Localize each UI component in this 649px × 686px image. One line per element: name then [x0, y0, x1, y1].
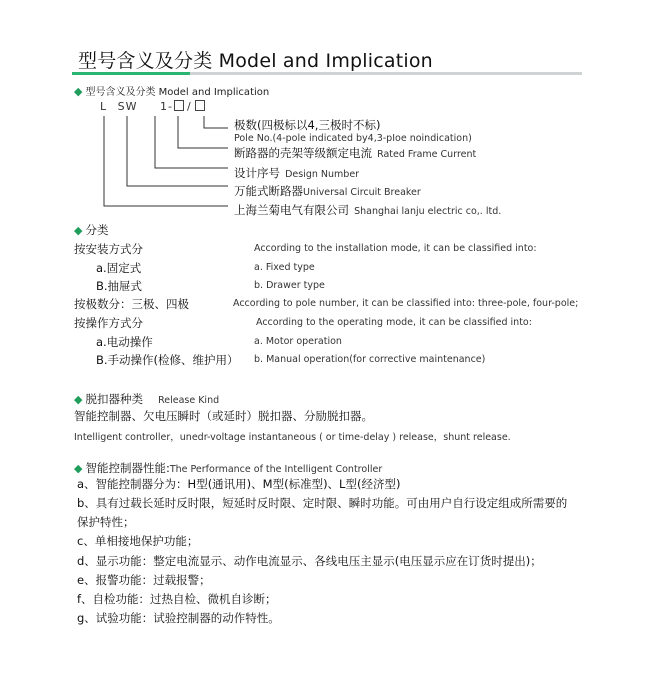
controller-item-a: a、智能控制器分为：H型(通讯用)、M型(标准型)、L型(经济型) — [77, 477, 401, 491]
class-install-cn: 按安装方式分 — [74, 242, 143, 256]
release-line-en: Intelligent controller，unedr-voltage instantaneous ( or time-delay ) release，shunt release. — [74, 432, 511, 443]
controller-item-b: b、具有过载长延时反时限，短延时反时限、定时限、瞬时功能。可由用户自行设定组成所需要的 — [77, 496, 568, 510]
code-design: 1 — [160, 100, 168, 113]
class-fixed-cn: a.固定式 — [96, 261, 142, 275]
legend-frame-current: 断路器的壳架等级额定电流 Rated Frame Current — [234, 146, 477, 160]
controller-item-e: e、报警功能：过载报警； — [77, 573, 211, 587]
controller-item-b-cont: 保护特性； — [77, 515, 135, 529]
legend-design-number: 设计序号 Design Number — [234, 166, 360, 180]
classification-heading: ◆ 分类 — [74, 223, 109, 237]
class-fixed-en: a. Fixed type — [254, 262, 315, 273]
code-slash: / — [186, 100, 192, 113]
code-sw: SW — [117, 100, 138, 113]
class-drawer-cn: B.抽屉式 — [96, 279, 143, 293]
class-operate-cn: 按操作方式分 — [74, 316, 143, 330]
controller-item-g: g、试验功能：试验控制器的动作特性。 — [77, 611, 280, 625]
controller-item-f: f、自检功能：过热自检、微机自诊断； — [77, 592, 277, 606]
model-heading: ◆ 型号含义及分类 Model and Implication — [74, 85, 270, 98]
diamond-icon: ◆ — [74, 393, 83, 406]
diamond-icon: ◆ — [74, 224, 83, 237]
code-dash: - — [168, 100, 173, 113]
legend-company: 上海兰菊电气有限公司 Shanghai lanju electric co,. ltd. — [234, 203, 502, 217]
legend-universal: 万能式断路器Universal Circuit Breaker — [234, 184, 421, 198]
controller-heading: ◆ 智能控制器性能:The Performance of the Intelligent Controller — [74, 461, 383, 475]
class-drawer-en: b. Drawer type — [254, 280, 325, 291]
controller-item-d: d、显示功能：整定电流显示、动作电流显示、各线电压主显示(电压显示应在订货时提出)； — [77, 554, 542, 568]
release-line-cn: 智能控制器、欠电压瞬时（或延时）脱扣器、分励脱扣器。 — [74, 409, 373, 423]
class-manual-en: b. Manual operation(for corrective maintenance) — [254, 354, 486, 365]
controller-item-c: c、单相接地保护功能； — [77, 534, 199, 548]
class-motor-en: a. Motor operation — [254, 336, 342, 347]
class-install-en: According to the installation mode, it can be classified into: — [254, 243, 537, 254]
class-pole-en: According to pole number, it can be classified into: three-pole, four-pole; — [233, 298, 579, 309]
release-heading: ◆ 脱扣器种类 Release Kind — [74, 392, 220, 406]
legend-pole: 极数(四极标以4,三极时不标) Pole No.(4-pole indicated by4,3-pIoe noindication) — [234, 118, 472, 144]
class-motor-cn: a.电动操作 — [96, 335, 153, 349]
diamond-icon: ◆ — [74, 85, 83, 98]
diamond-icon: ◆ — [74, 462, 83, 475]
code-l: L — [100, 100, 108, 113]
page-title: 型号含义及分类 Model and Implication — [78, 50, 433, 72]
class-operate-en: According to the operating mode, it can be classified into: — [256, 317, 532, 328]
class-pole-cn: 按极数分：三极、四极 — [74, 297, 189, 311]
class-manual-cn: B.手动操作(检修、维护用） — [96, 353, 239, 367]
